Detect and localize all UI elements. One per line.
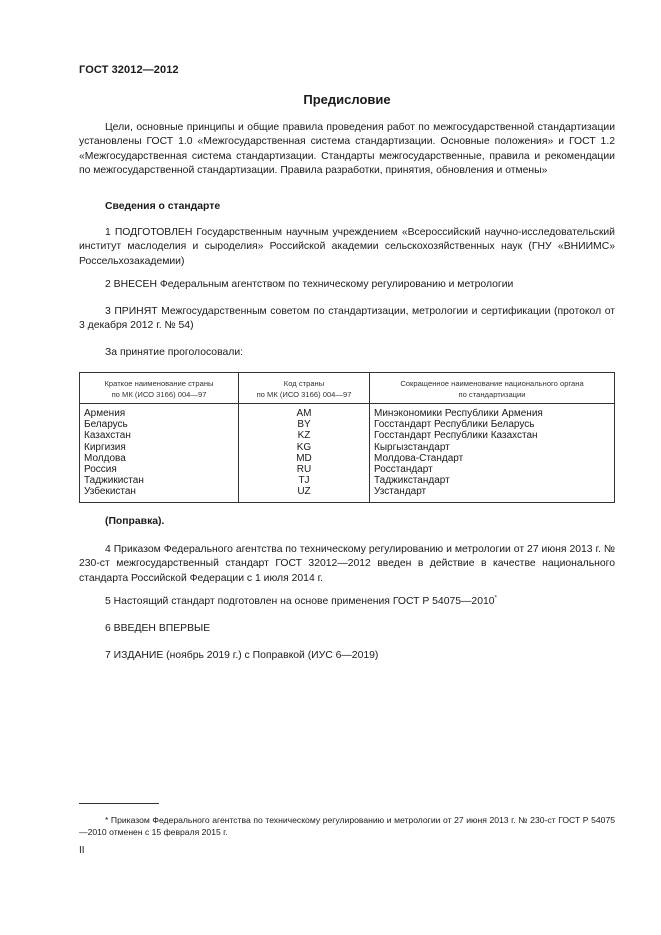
table-row <box>80 404 615 420</box>
intro-paragraph: Цели, основные принципы и общие правила проведения работ по межгосударственной стандартизации установлены ГОСТ 1.0 «Межгосударственная система стандартизации. Основные положения» и ГОСТ 1.2 «Межгосударственная система стандартизации. Стандарты межгосударственные, правила и рекомендации по межгосударственной стандартизации. Правила разработки, принятия, обновления и отмены» <box>79 122 615 177</box>
code-cell: KG <box>239 442 370 453</box>
footnote-text: * Приказом Федерального агентства по техническому регулированию и метрологии от 27 июня 2013 г. № 230-ст ГОСТ Р 54075—2010 отменен с 15 февраля 2015 г. <box>79 815 615 837</box>
column-header-text: по МК (ИСО 3166) 004—97 <box>111 390 207 399</box>
voted-label: За принятие проголосовали: <box>105 347 244 358</box>
code-cell: RU <box>239 464 370 475</box>
column-header-text: по МК (ИСО 3166) 004—97 <box>256 390 352 399</box>
country-cell: Таджикистан <box>80 475 239 486</box>
item-1-prepared: 1 ПОДГОТОВЛЕН Государственным научным учреждением «Всероссийский научно-исследовательский институт маслоделия и сыроделия» Российской академии сельскохозяйственных наук (ГНУ «ВНИИМС» Россельхозакадемии) <box>79 227 615 267</box>
country-cell: Узбекистан <box>80 486 239 502</box>
standards-body-cell: Минэкономики Республики Армения <box>370 404 615 420</box>
voting-states-table <box>79 372 615 503</box>
country-cell: Киргизия <box>80 442 239 453</box>
standards-body-cell: Госстандарт Республики Казахстан <box>370 430 615 441</box>
code-cell: MD <box>239 453 370 464</box>
page-number: II <box>79 845 85 856</box>
item-5-basis <box>79 595 615 609</box>
table-row <box>80 453 615 464</box>
country-cell: Россия <box>80 464 239 475</box>
code-cell: UZ <box>239 486 370 502</box>
table-row <box>80 442 615 453</box>
column-header-text: Код страны <box>283 379 325 388</box>
table-row <box>80 419 615 430</box>
country-cell: Казахстан <box>80 430 239 441</box>
country-cell: Беларусь <box>80 419 239 430</box>
item-2-introduced: 2 ВНЕСЕН Федеральным агентством по техническому регулированию и метрологии <box>105 279 514 290</box>
code-cell: BY <box>239 419 370 430</box>
code-cell: AM <box>239 404 370 420</box>
country-cell: Армения <box>80 404 239 420</box>
standards-body-cell: Узстандарт <box>370 486 615 502</box>
item-6-first-introduced: 6 ВВЕДЕН ВПЕРВЫЕ <box>105 623 211 634</box>
item-4-order: 4 Приказом Федерального агентства по техническому регулированию и метрологии от 27 июня 2013 г. № 230-ст межгосударственный стандарт ГОСТ 32012—2012 введен в действие в качестве национального стандарта Российской Федерации с 1 июля 2014 г. <box>79 544 615 584</box>
table-header-row <box>80 373 615 404</box>
table-row <box>80 486 615 502</box>
standards-body-cell: Таджикстандарт <box>370 475 615 486</box>
item-5-text: 5 Настоящий стандарт подготовлен на основе применения ГОСТ Р 54075—2010 <box>105 596 495 607</box>
item-7-edition: 7 ИЗДАНИЕ (ноябрь 2019 г.) с Поправкой (ИУС 6—2019) <box>105 650 379 661</box>
column-header-code <box>239 373 370 404</box>
code-cell: TJ <box>239 475 370 486</box>
document-id-header: ГОСТ 32012—2012 <box>79 64 179 76</box>
footnote-divider <box>79 803 159 804</box>
table-row <box>80 430 615 441</box>
column-header-country <box>80 373 239 404</box>
column-header-text: Краткое наименование страны <box>104 379 214 388</box>
page-title: Предисловие <box>303 92 391 107</box>
table-row <box>80 475 615 486</box>
column-header-body <box>370 373 615 404</box>
table-row <box>80 464 615 475</box>
amendment-note: (Поправка). <box>105 516 165 527</box>
footnote-marker[interactable]: * <box>494 595 497 602</box>
code-cell: KZ <box>239 430 370 441</box>
standard-info-heading: Сведения о стандарте <box>105 201 221 212</box>
standards-body-cell: Молдова-Стандарт <box>370 453 615 464</box>
standards-body-cell: Росстандарт <box>370 464 615 475</box>
country-cell: Молдова <box>80 453 239 464</box>
column-header-text: Сокращенное наименование национального органа <box>400 379 584 388</box>
standards-body-cell: Госстандарт Республики Беларусь <box>370 419 615 430</box>
standards-body-cell: Кыргызстандарт <box>370 442 615 453</box>
item-3-adopted: 3 ПРИНЯТ Межгосударственным советом по стандартизации, метрологии и сертификации (протокол от 3 декабря 2012 г. № 54) <box>79 306 615 332</box>
column-header-text: по стандартизации <box>458 390 526 399</box>
